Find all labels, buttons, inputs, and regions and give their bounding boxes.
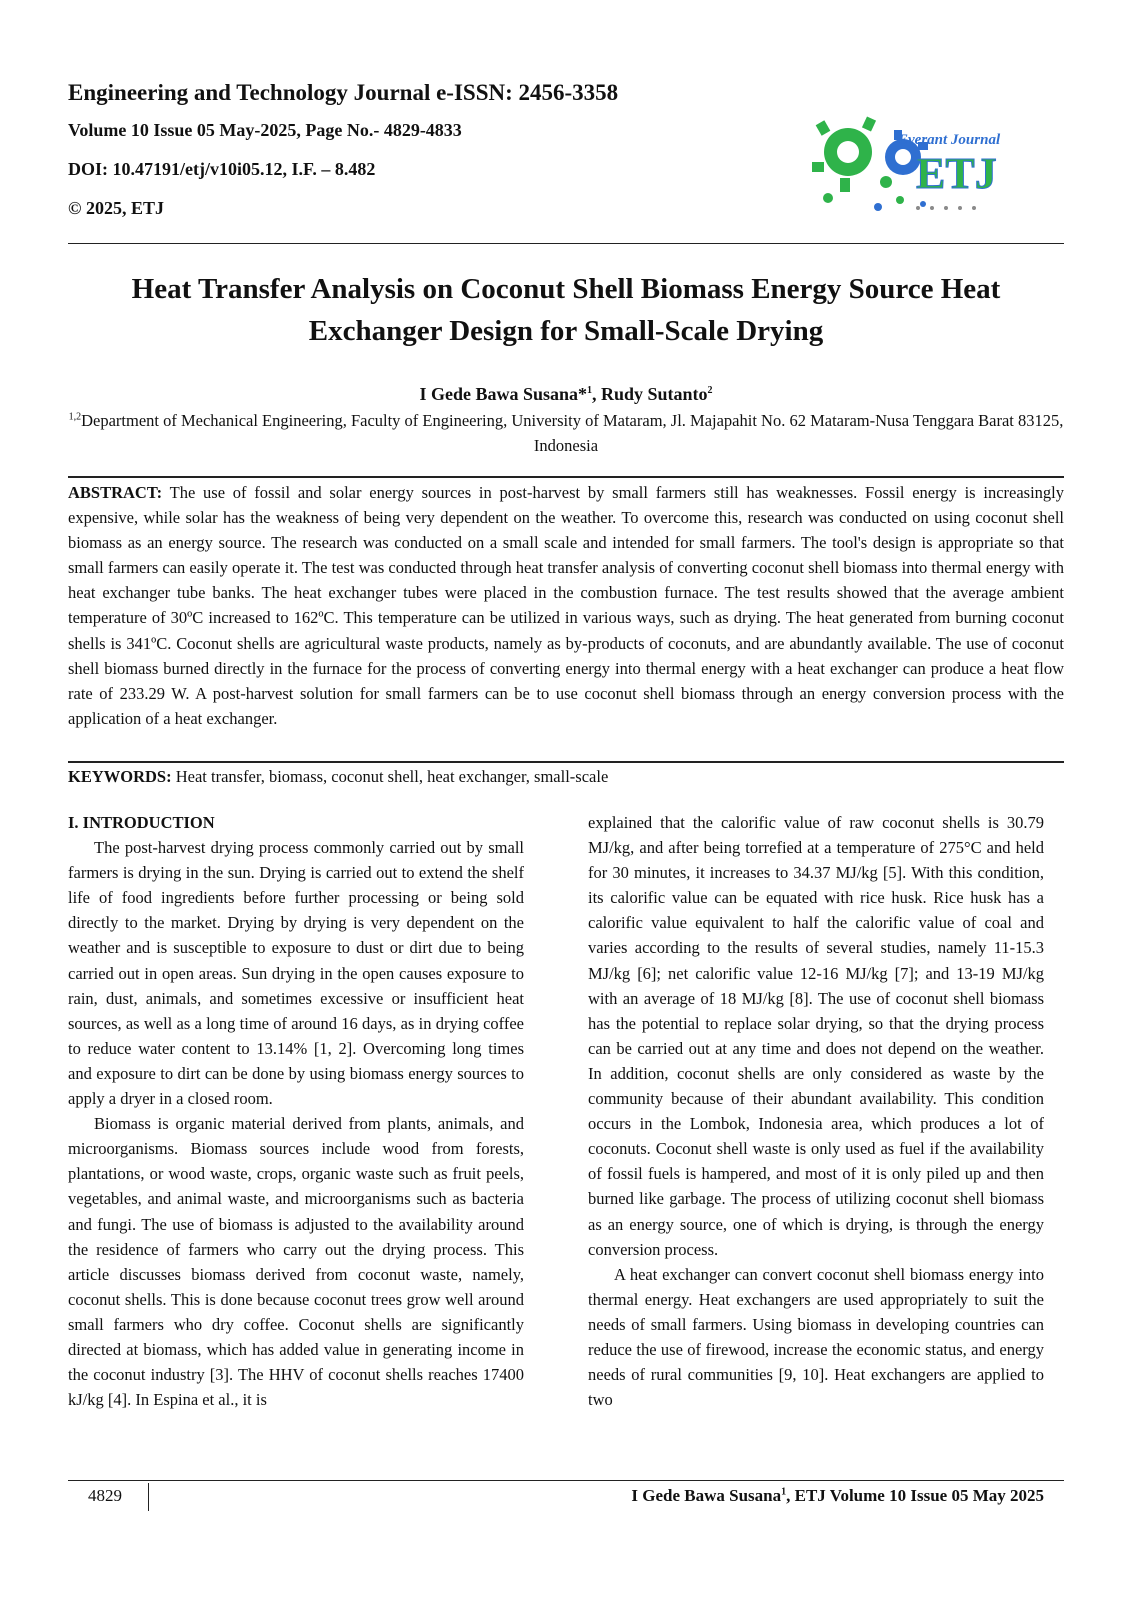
author-1-sup: 1 [587,385,592,396]
keywords [68,764,1064,789]
author-list [68,382,1064,406]
abstract-top-rule [68,476,1064,478]
keywords-label: KEYWORDS: [68,767,172,786]
abstract-bottom-rule [68,761,1064,763]
affiliation-sup: 1,2 [68,411,82,423]
section-heading-introduction: I. INTRODUCTION [68,813,215,832]
journal-doi: DOI: 10.47191/etj/v10i05.12, I.F. – 8.482 [68,159,376,179]
footer-rule [68,1480,1064,1481]
paragraph: The post-harvest drying process commonly carried out by small farmers is drying in the sun. Drying is carried out to extend the shelf life of food ingredients before further processing or being sold directly to the market. Drying by drying is very dependent on the weather and is susceptible to exposure to dust or dirt due to being carried out in open areas. Sun drying in the open causes exposure to rain, dust, animals, and sometimes excessive or insufficient heat sources, as well as a long time of around 16 days, as in drying coffee to reduce water content to 13.14% [1, 2]. Overcoming long times and exposure to dirt can be done by using biomass energy sources to apply a dryer in a closed room. [68,838,524,1109]
author-2-sup: 2 [707,385,713,396]
affiliation-text: Department of Mechanical Engineering, Faculty of Engineering, University of Mataram, Jl. Majapahit No. 62 Mataram-Nusa Tenggara Barat 83125, Indonesia [81,411,1064,455]
body-column-right [588,810,1044,1412]
footer-author: I Gede Bawa Susana [631,1486,782,1505]
title-line-1: Heat Transfer Analysis on Coconut Shell Biomass Energy Source Heat [131,273,1001,305]
author-2: Rudy Sutanto [601,384,708,404]
footer-separator [148,1483,149,1511]
journal-header [68,78,768,235]
etj-logo [808,112,1018,222]
author-1: I Gede Bawa Susana* [419,384,587,404]
affiliation [68,408,1064,458]
abstract [68,480,1064,731]
title-line-2: Exchanger Design for Small-Scale Drying [308,315,824,347]
logo-main-text: ETJ [916,149,997,198]
paragraph: explained that the calorific value of raw coconut shells is 30.79 MJ/kg, and after being torrefied at a temperature of 275°C and held for 30 minutes, it increases to 34.37 MJ/kg [5]. With this condition, its calorific value can be equated with rice husk. Rice husk has a calorific value equivalent to half the calorific value of coal and varies according to the results of several studies, namely 11-15.3 MJ/kg [6]; net calorific value 12-16 MJ/kg [7]; and 13-19 MJ/kg with an average of 18 MJ/kg [8]. The use of coconut shell biomass has the potential to replace solar drying, so that the drying process can be carried out at any time and does not depend on the weather. In addition, coconut shells are only considered as waste by the community because of their abundant availability. This condition occurs in the Lombok, Indonesia area, which produces a lot of coconuts. Coconut shell waste is only used as fuel if the availability of fossil fuels is hampered, and most of it is only piled up and then burned like garbage. The process of utilizing coconut shell biomass as an energy source, one of which is drying, is through the energy conversion process. [588,813,1044,1259]
logo-subtitle: Everant Journal [898,132,1001,148]
footer-author-sup: 1 [781,1486,787,1498]
header-divider [68,243,1064,244]
page-number: 4829 [88,1486,122,1505]
body-column-left [68,810,524,1412]
abstract-label: ABSTRACT: [68,483,163,502]
footer-citation-text: , ETJ Volume 10 Issue 05 May 2025 [786,1486,1044,1505]
etj-logo-graphic [808,112,1018,222]
journal-volume: Volume 10 Issue 05 May-2025, Page No.- 4829-4833 [68,120,462,140]
paragraph: Biomass is organic material derived from plants, animals, and microorganisms. Biomass sources include wood from forests, plantations, or wood waste, crops, organic waste such as fruit peels, vegetables, and animal waste, and microorganisms such as bacteria and fungi. The use of biomass is adjusted to the availability around the residence of farmers who carry out the drying process. This article discusses biomass derived from coconut waste, namely, coconut shells. This is done because coconut trees grow well around small farmers who dry coffee. Coconut shells are significantly directed at biomass, which has added value in generating income in the coconut industry [3]. The HHV of coconut shells reaches 17400 kJ/kg [4]. In Espina et al., it is [68,1114,524,1410]
journal-name: Engineering and Technology Journal e-ISSN: 2456-3358 [68,80,619,105]
paragraph: A heat exchanger can convert coconut shell biomass energy into thermal energy. Heat exchangers are used appropriately to suit the needs of small farmers. Using biomass in developing countries can reduce the use of firewood, increase the economic status, and energy needs of rural communities [9, 10]. Heat exchangers are applied to two [588,1264,1044,1410]
journal-copyright: © 2025, ETJ [68,198,164,218]
paper-page [68,0,1064,1600]
paper-title [68,268,1064,352]
footer-citation [631,1484,1044,1508]
abstract-text: The use of fossil and solar energy sources in post-harvest by small farmers still has weaknesses. Fossil energy is increasingly expensive, while solar has the weakness of being very dependent on the weather. To overcome this, research was conducted on using coconut shell biomass as an energy source. The research was conducted on a small scale and intended for small farmers. The tool's design is appropriate so that small farmers can easily operate it. The test was conducted through heat transfer analysis of converting coconut shell biomass into thermal energy with heat exchanger tube banks. The heat exchanger tubes were placed in the combustion furnace. The test results showed that the average ambient temperature of 30ºC increased to 162ºC. This temperature can be utilized in various ways, such as drying. The heat generated from burning coconut shells is 341ºC. Coconut shells are agricultural waste products, namely as by-products of coconuts, and are abundantly available. The use of coconut shell biomass burned directly in the furnace for the process of converting energy into thermal energy with a heat exchanger can produce a heat flow rate of 233.29 W. A post-harvest solution for small farmers can be to use coconut shell biomass through an energy conversion process with the application of a heat exchanger. [68,483,1064,728]
author-separator: , [592,384,601,404]
keywords-text: Heat transfer, biomass, coconut shell, heat exchanger, small-scale [171,767,609,786]
